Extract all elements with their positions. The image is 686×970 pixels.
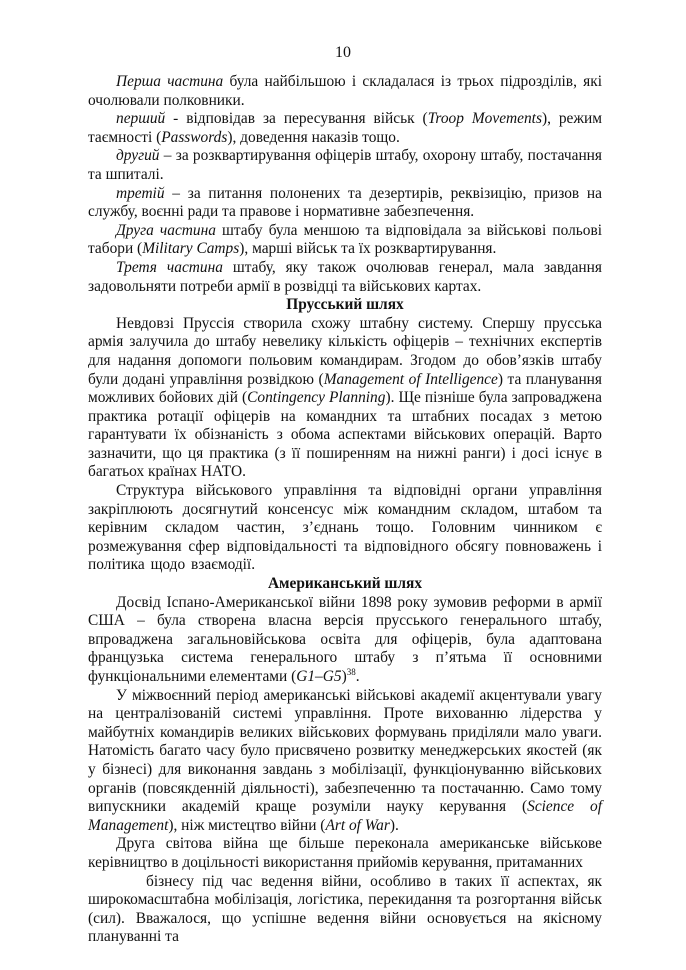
italic-term: другий [116,147,160,165]
paragraph-business: бізнесу під час ведення війни, особливо в таких її аспектах, як широкомасштабна мобілізація, логістика, перекидання та розгортання військ (сил). Вважалося, що успішне ведення війни основується на якісному плануванні та [88,872,602,946]
footnote-ref: 38 [346,667,356,677]
italic-term: Перша частина [116,73,224,90]
paragraph-second-part: Друга частина штабу була меншою та відповідала за військові польові табори (Military Camps), марші військ та їх розквартирування. [88,221,603,258]
page-body [88,73,602,947]
italic-term: Третя частина [116,258,223,276]
paragraph-third-part: Третя частина штабу, яку також очолював генерал, мала завдання задовольняти потреби армії в розвідці та військових картах. [88,258,602,295]
english-term: Troop Movements [427,110,542,128]
heading-prussian-way: Прусський шлях [286,296,404,314]
english-term: Art of War [325,816,390,834]
english-term: G1–G5 [296,668,342,685]
english-term: Management of Intelligence [323,370,498,388]
paragraph-third-unit: третій – за питання полонених та дезертирів, реквізицію, призов на службу, воєнні ради та правове і нормативне забезпечення. [88,184,602,221]
paragraph-spanish-american-war: Досвід Іспано-Американської війни 1898 року зумовив реформи в армії США – була створена власна версія прусського генерального штабу, впроваджена загальновійськова освіта для офіцерів, була адаптована французька система генерального штабу з п’ятьма її основними функціональними елементами $(G1-G5)^{38}$. [88,593,602,685]
page-number: 10 [335,44,351,61]
paragraph-prussia: Невдовзі Пруссія створила схожу штабну систему. Спершу прусська армія залучила до штабу невелику кількість офіцерів – технічних експертів для надання допомоги польовим командирам. Згодом до обов’язків штабу були додані управління розвідкою (Management of Intelligence) та планування можливих бойових дій (Contingency Planning). Ще пізніше була запроваджена практика ротації офіцерів на командних та штабних посадах з метою гарантувати їх обізнаність з обома аспектами військових операцій. Варто зазначити, що ця практика (з її поширенням на нижні ранги) і досі існує в багатьох країнах НАТО. [88,314,603,481]
paragraph-ww2: Друга світова війна ще більше переконала американське військове керівництво в доцільності використання прийомів керування, притаманних [88,835,602,871]
english-term: Science of Management [88,798,603,834]
english-term: Contingency Planning [247,389,386,407]
paragraph-interwar: У міжвоєнний період американські військові академії акцентували увагу на централізованій системі управління. Проте вихованню лідерства у майбутніх командирів великих військових формувань приділяли мало уваги. Натомість багато часу було присвячено розвитку менеджерських якостей (як у бізнесі) для виконання завдань з мобілізації, функціонуванню військових органів (повсякденній діяльності), забезпеченню та постачанню. Само тому випускники академій краще розуміли науку керування (Science of Management), ніж мистецтво війни (Art of War). [88,686,603,834]
italic-term: перший [116,110,166,128]
paragraph-first-unit: перший - відповідав за пересування військ (Troop Movements), режим таємності (Passwords), доведення наказів тощо. [88,110,602,146]
paragraph-first-part: Перша частина була найбільшою і складалася із трьох підрозділів, які очолювали полковники. [88,73,603,109]
english-term: Passwords [161,128,228,146]
paragraph-structure: Структура військового управління та відповідні органи управління закріплюють досягнутий консенсус між командним складом, штабом та керівним складом частин, з’єднань тощо. Головним чинником є розмежування сфер відповідальності та відповідного обсягу повноважень і політика щодо взаємодії. [88,482,602,574]
heading-american-way: Американський шлях [267,575,423,593]
paragraph-second-unit: другий – за розквартирування офіцерів штабу, охорону штабу, постачання та шпиталі. [88,147,602,183]
english-term: Military Camps [142,240,240,258]
italic-term: Друга частина [116,221,216,239]
italic-term: третій [116,184,165,202]
